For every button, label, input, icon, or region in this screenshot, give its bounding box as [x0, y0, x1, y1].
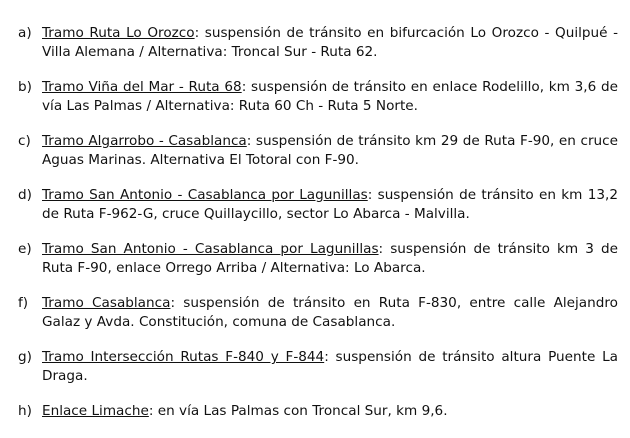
item-marker: d) — [18, 187, 32, 203]
list-item — [18, 186, 618, 223]
item-description: : suspensión de tránsito km 3 de Ruta F-90, enlace Orrego Arriba / Alternativa: Lo Abarca. — [42, 241, 618, 276]
item-text — [42, 240, 618, 277]
item-marker: e) — [18, 241, 32, 257]
item-description: : suspensión de tránsito en bifurcación Lo Orozco - Quilpué - Villa Alemana / Alternativa: Troncal Sur - Ruta 62. — [42, 25, 618, 60]
item-description: : suspensión de tránsito en Ruta F-830, entre calle Alejandro Galaz y Avda. Constitución, comuna de Casablanca. — [42, 295, 618, 330]
item-marker: a) — [18, 25, 32, 41]
item-marker: c) — [18, 133, 31, 149]
item-marker: h) — [18, 403, 32, 419]
list-item — [18, 78, 618, 115]
item-title: Tramo Ruta Lo Orozco — [42, 25, 195, 41]
item-title: Tramo Viña del Mar - Ruta 68 — [42, 79, 242, 95]
item-text — [42, 402, 618, 421]
item-title: Tramo San Antonio - Casablanca por Lagunillas — [42, 187, 368, 203]
item-title: Tramo Intersección Rutas F-840 y F-844 — [42, 349, 325, 365]
item-marker: f) — [18, 295, 29, 311]
item-description: : suspensión de tránsito en enlace Rodelillo, km 3,6 de vía Las Palmas / Alternativa: Ruta 60 Ch - Ruta 5 Norte. — [42, 79, 618, 114]
item-marker: g) — [18, 349, 32, 365]
item-text — [42, 348, 618, 385]
item-description: : suspensión de tránsito km 29 de Ruta F-90, en cruce Aguas Marinas. Alternativa El Totoral con F-90. — [42, 133, 618, 168]
item-title: Tramo San Antonio - Casablanca por Lagunillas — [42, 241, 379, 257]
item-title: Tramo Casablanca — [42, 295, 171, 311]
item-text — [42, 132, 618, 169]
list-item — [18, 402, 618, 421]
item-title: Enlace Limache — [42, 403, 149, 419]
list-item — [18, 240, 618, 277]
item-description: : en vía Las Palmas con Troncal Sur, km 9,6. — [148, 403, 448, 419]
list-item — [18, 294, 618, 331]
item-text — [42, 78, 618, 115]
item-text — [42, 186, 618, 223]
road-closure-list — [18, 24, 618, 438]
item-text — [42, 24, 618, 61]
item-text — [42, 294, 618, 331]
list-item — [18, 24, 618, 61]
item-description: : suspensión de tránsito altura Puente La Draga. — [42, 349, 618, 384]
item-title: Tramo Algarrobo - Casablanca — [42, 133, 247, 149]
list-item — [18, 348, 618, 385]
item-marker: b) — [18, 79, 32, 95]
list-item — [18, 132, 618, 169]
item-description: : suspensión de tránsito en km 13,2 de Ruta F-962-G, cruce Quillaycillo, sector Lo Abarca - Malvilla. — [42, 187, 618, 222]
